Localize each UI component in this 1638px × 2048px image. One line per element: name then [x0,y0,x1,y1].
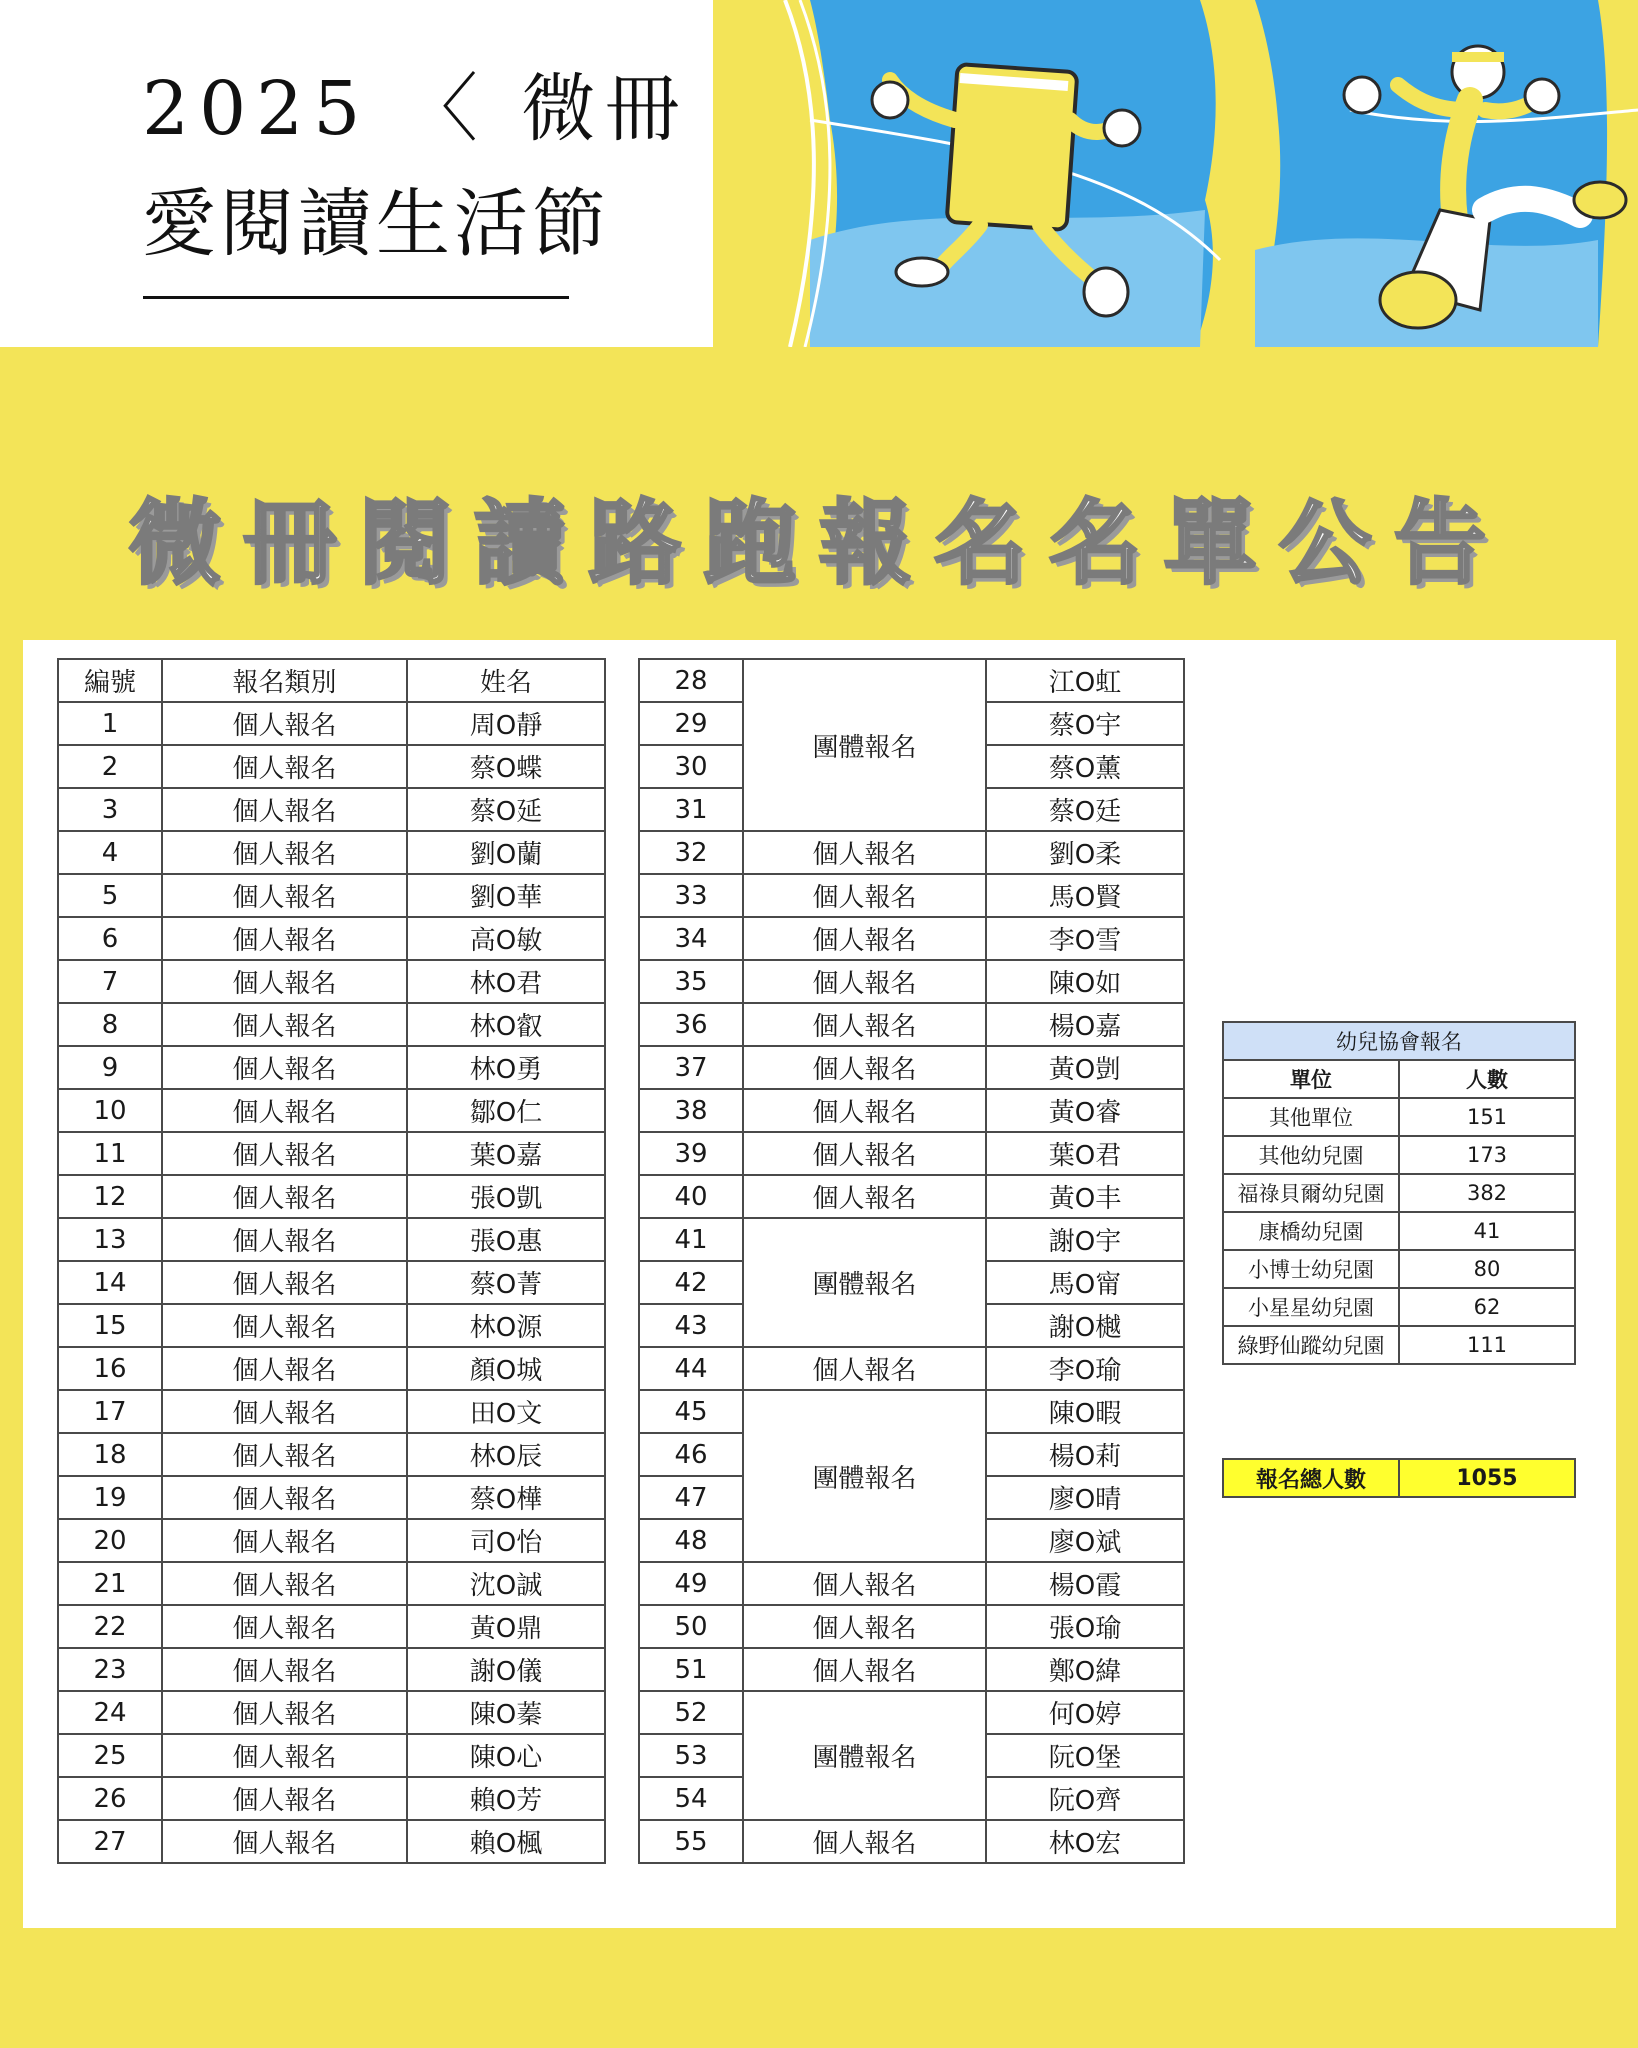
row-number: 18 [58,1433,162,1476]
table-row [58,788,605,831]
row-category: 個人報名 [162,874,407,917]
table-row [1223,1136,1575,1174]
table-row [58,1132,605,1175]
row-category: 團體報名 [743,1691,986,1820]
row-name: 廖O斌 [986,1519,1184,1562]
row-name: 黃O剴 [986,1046,1184,1089]
row-category: 個人報名 [162,1175,407,1218]
row-name: 楊O嘉 [986,1003,1184,1046]
table-row [639,1648,1184,1691]
row-number: 31 [639,788,743,831]
table-row [1223,1174,1575,1212]
row-category: 團體報名 [743,1390,986,1562]
table-row [58,1433,605,1476]
table-row [58,745,605,788]
table-row [639,1605,1184,1648]
row-number: 36 [639,1003,743,1046]
row-name: 周O靜 [407,702,605,745]
row-number: 10 [58,1089,162,1132]
row-category: 個人報名 [743,1089,986,1132]
row-category: 個人報名 [743,1562,986,1605]
row-number: 29 [639,702,743,745]
row-number: 4 [58,831,162,874]
row-number: 51 [639,1648,743,1691]
table-row [58,1777,605,1820]
row-name: 蔡O蝶 [407,745,605,788]
row-name: 賴O芳 [407,1777,605,1820]
row-name: 劉O蘭 [407,831,605,874]
row-number: 55 [639,1820,743,1863]
row-name: 阮O齊 [986,1777,1184,1820]
row-category: 個人報名 [162,1519,407,1562]
row-number: 5 [58,874,162,917]
column-header-count: 人數 [1399,1060,1575,1098]
row-number: 44 [639,1347,743,1390]
content-panel [23,640,1616,1928]
row-name: 楊O莉 [986,1433,1184,1476]
row-name: 謝O儀 [407,1648,605,1691]
row-name: 葉O君 [986,1132,1184,1175]
row-name: 陳O如 [986,960,1184,1003]
header-year-line: 2025 〈 微冊 [142,66,690,152]
kindergarten-unit: 其他幼兒園 [1223,1136,1399,1174]
kindergarten-count: 173 [1399,1136,1575,1174]
kindergarten-table-caption: 幼兒協會報名 [1223,1022,1575,1060]
row-category: 個人報名 [162,1691,407,1734]
row-name: 黃O丰 [986,1175,1184,1218]
column-header-name: 姓名 [407,659,605,702]
row-category: 個人報名 [743,1648,986,1691]
kindergarten-unit: 小星星幼兒園 [1223,1288,1399,1326]
row-category: 團體報名 [743,659,986,831]
row-number: 27 [58,1820,162,1863]
kindergarten-unit: 福祿貝爾幼兒園 [1223,1174,1399,1212]
row-name: 林O宏 [986,1820,1184,1863]
kindergarten-unit: 綠野仙蹤幼兒園 [1223,1326,1399,1364]
table-row [58,1089,605,1132]
row-name: 江O虹 [986,659,1184,702]
row-number: 49 [639,1562,743,1605]
row-number: 30 [639,745,743,788]
table-row [639,1003,1184,1046]
row-number: 54 [639,1777,743,1820]
table-row [58,1562,605,1605]
row-number: 47 [639,1476,743,1519]
header-box [0,0,713,347]
row-category: 個人報名 [162,1390,407,1433]
row-number: 46 [639,1433,743,1476]
row-category: 個人報名 [162,745,407,788]
row-name: 司O怡 [407,1519,605,1562]
row-name: 沈O誠 [407,1562,605,1605]
row-name: 林O君 [407,960,605,1003]
row-name: 陳O蓁 [407,1691,605,1734]
row-name: 蔡O廷 [986,788,1184,831]
row-number: 24 [58,1691,162,1734]
table-row [639,1218,1184,1261]
row-category: 個人報名 [162,788,407,831]
row-name: 林O辰 [407,1433,605,1476]
row-category: 個人報名 [162,1218,407,1261]
row-name: 謝O樾 [986,1304,1184,1347]
row-name: 田O文 [407,1390,605,1433]
row-number: 12 [58,1175,162,1218]
column-header-category: 報名類別 [162,659,407,702]
row-name: 楊O霞 [986,1562,1184,1605]
kindergarten-count: 382 [1399,1174,1575,1212]
row-number: 53 [639,1734,743,1777]
row-name: 林O勇 [407,1046,605,1089]
row-name: 蔡O延 [407,788,605,831]
row-number: 40 [639,1175,743,1218]
row-number: 35 [639,960,743,1003]
kindergarten-count: 41 [1399,1212,1575,1250]
table-row [58,874,605,917]
column-header-unit: 單位 [1223,1060,1399,1098]
row-name: 阮O堡 [986,1734,1184,1777]
row-number: 45 [639,1390,743,1433]
table-row [1223,1212,1575,1250]
row-name: 馬O甯 [986,1261,1184,1304]
table-row [58,1605,605,1648]
table-row [58,1347,605,1390]
row-number: 33 [639,874,743,917]
table-row [58,702,605,745]
row-category: 個人報名 [162,1734,407,1777]
table-row [639,659,1184,702]
row-name: 蔡O菁 [407,1261,605,1304]
table-row [58,1476,605,1519]
row-name: 廖O晴 [986,1476,1184,1519]
row-category: 個人報名 [162,1562,407,1605]
row-name: 劉O華 [407,874,605,917]
row-number: 28 [639,659,743,702]
row-name: 李O瑜 [986,1347,1184,1390]
row-number: 16 [58,1347,162,1390]
row-category: 個人報名 [743,874,986,917]
row-category: 個人報名 [162,1820,407,1863]
total-label: 報名總人數 [1223,1459,1399,1497]
registration-table-left [57,658,606,1864]
table-row [58,1390,605,1433]
table-row [639,831,1184,874]
row-category: 個人報名 [162,1089,407,1132]
table-row [639,1347,1184,1390]
row-number: 20 [58,1519,162,1562]
row-category: 個人報名 [162,960,407,1003]
row-category: 個人報名 [162,1476,407,1519]
row-category: 個人報名 [162,1777,407,1820]
table-row [58,1519,605,1562]
row-category: 個人報名 [162,831,407,874]
row-number: 2 [58,745,162,788]
row-number: 39 [639,1132,743,1175]
row-number: 7 [58,960,162,1003]
row-category: 個人報名 [162,1605,407,1648]
row-number: 42 [639,1261,743,1304]
row-name: 林O源 [407,1304,605,1347]
row-name: 顏O城 [407,1347,605,1390]
total-table [1222,1458,1576,1498]
total-value: 1055 [1399,1459,1575,1497]
row-name: 劉O柔 [986,831,1184,874]
row-name: 黃O睿 [986,1089,1184,1132]
table-row [639,1132,1184,1175]
row-number: 34 [639,917,743,960]
row-number: 22 [58,1605,162,1648]
row-category: 個人報名 [162,1132,407,1175]
row-name: 林O叡 [407,1003,605,1046]
table-row [58,960,605,1003]
row-category: 個人報名 [162,1003,407,1046]
row-category: 個人報名 [743,1820,986,1863]
table-row [58,917,605,960]
row-number: 26 [58,1777,162,1820]
row-number: 17 [58,1390,162,1433]
row-number: 21 [58,1562,162,1605]
row-name: 鄭O緯 [986,1648,1184,1691]
row-category: 個人報名 [743,1132,986,1175]
row-category: 個人報名 [743,1347,986,1390]
table-row [58,1046,605,1089]
table-row [639,917,1184,960]
row-number: 50 [639,1605,743,1648]
row-name: 葉O嘉 [407,1132,605,1175]
table-row [58,1648,605,1691]
table-row [58,1261,605,1304]
table-row [1223,1098,1575,1136]
row-number: 15 [58,1304,162,1347]
row-name: 陳O暇 [986,1390,1184,1433]
row-category: 個人報名 [162,702,407,745]
table-header-row [58,659,605,702]
kindergarten-unit: 其他單位 [1223,1098,1399,1136]
row-number: 43 [639,1304,743,1347]
table-row [58,1175,605,1218]
banner-illustration [750,0,1638,347]
row-name: 何O婷 [986,1691,1184,1734]
row-number: 6 [58,917,162,960]
row-name: 謝O宇 [986,1218,1184,1261]
row-name: 陳O心 [407,1734,605,1777]
row-category: 個人報名 [162,917,407,960]
table-row [58,1734,605,1777]
row-name: 李O雪 [986,917,1184,960]
kindergarten-count: 80 [1399,1250,1575,1288]
row-category: 個人報名 [162,1261,407,1304]
notice-title: 微冊閱讀路跑報名名單公告 [128,490,1509,597]
row-number: 41 [639,1218,743,1261]
row-name: 張O瑜 [986,1605,1184,1648]
row-category: 個人報名 [162,1433,407,1476]
table-row [1223,1326,1575,1364]
row-name: 張O凱 [407,1175,605,1218]
row-category: 個人報名 [743,1175,986,1218]
table-row [639,874,1184,917]
row-name: 黃O鼎 [407,1605,605,1648]
row-name: 蔡O樺 [407,1476,605,1519]
row-number: 3 [58,788,162,831]
table-row [639,1691,1184,1734]
row-category: 團體報名 [743,1218,986,1347]
row-name: 賴O楓 [407,1820,605,1863]
row-number: 11 [58,1132,162,1175]
table-row [639,1820,1184,1863]
row-name: 鄒O仁 [407,1089,605,1132]
table-row [58,1820,605,1863]
row-number: 38 [639,1089,743,1132]
row-number: 1 [58,702,162,745]
row-category: 個人報名 [743,960,986,1003]
row-category: 個人報名 [162,1304,407,1347]
row-number: 25 [58,1734,162,1777]
row-category: 個人報名 [162,1046,407,1089]
row-category: 個人報名 [743,1605,986,1648]
table-row [1223,1250,1575,1288]
row-number: 13 [58,1218,162,1261]
header-divider [143,296,569,299]
table-row [58,831,605,874]
row-category: 個人報名 [162,1347,407,1390]
kindergarten-unit: 康橋幼兒園 [1223,1212,1399,1250]
row-name: 蔡O宇 [986,702,1184,745]
kindergarten-count: 111 [1399,1326,1575,1364]
table-row [639,1175,1184,1218]
table-row [58,1218,605,1261]
row-name: 張O惠 [407,1218,605,1261]
row-category: 個人報名 [743,831,986,874]
row-number: 19 [58,1476,162,1519]
registration-table-right [638,658,1185,1864]
row-number: 37 [639,1046,743,1089]
row-number: 8 [58,1003,162,1046]
column-header-number: 編號 [58,659,162,702]
row-number: 32 [639,831,743,874]
row-number: 9 [58,1046,162,1089]
row-number: 14 [58,1261,162,1304]
kindergarten-count: 151 [1399,1098,1575,1136]
table-row [639,1390,1184,1433]
table-row [639,1089,1184,1132]
row-number: 52 [639,1691,743,1734]
table-row [58,1003,605,1046]
kindergarten-association-table [1222,1021,1576,1365]
table-row [639,960,1184,1003]
row-number: 48 [639,1519,743,1562]
row-name: 蔡O薰 [986,745,1184,788]
row-category: 個人報名 [743,1046,986,1089]
kindergarten-unit: 小博士幼兒園 [1223,1250,1399,1288]
row-name: 馬O賢 [986,874,1184,917]
kindergarten-count: 62 [1399,1288,1575,1326]
row-category: 個人報名 [743,1003,986,1046]
table-row [639,1046,1184,1089]
row-category: 個人報名 [743,917,986,960]
table-row [58,1304,605,1347]
row-category: 個人報名 [162,1648,407,1691]
header-festival-name: 愛閱讀生活節 [142,181,610,267]
table-row [58,1691,605,1734]
row-name: 高O敏 [407,917,605,960]
table-row [1223,1288,1575,1326]
row-number: 23 [58,1648,162,1691]
table-row [639,1562,1184,1605]
